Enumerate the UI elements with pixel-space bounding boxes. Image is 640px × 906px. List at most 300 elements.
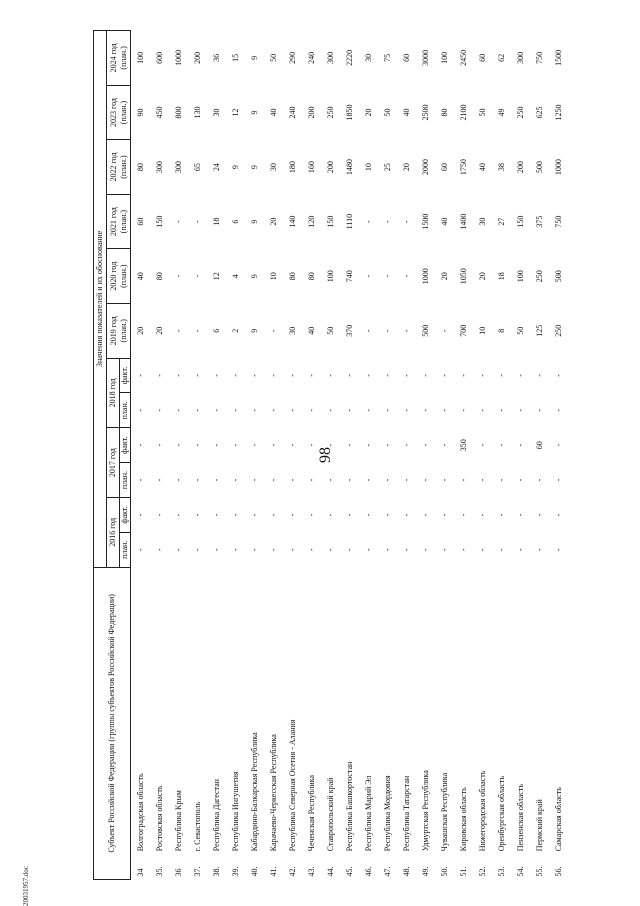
value-cell: - [459,548,468,552]
value-cell: - [193,408,202,412]
value-cell: 60 [478,53,487,62]
value-cell: - [535,513,544,517]
subject-name: Республика Крым [174,790,183,852]
value-cell: 20 [269,217,278,226]
value-cell: - [421,443,430,447]
value-cell: - [516,478,525,482]
value-cell: 2450 [459,49,468,66]
row-number: 44. [326,866,335,877]
table-row [549,31,568,880]
table-row [207,31,226,880]
value-cell: 40 [307,326,316,335]
value-cell: - [497,408,506,412]
value-cell: 625 [535,106,544,119]
indicators-table [93,30,568,880]
value-cell: 50 [516,326,525,335]
value-cell: 4 [231,274,240,279]
row-number: 55. [535,866,544,877]
value-cell: - [193,443,202,447]
value-cell: 240 [288,106,297,119]
value-cell: 18 [212,217,221,226]
subject-name: Республика Дагестан [212,779,221,852]
table-body [131,31,569,880]
value-cell: - [478,443,487,447]
year-header: 2022 год (план.) [107,140,131,195]
value-cell: - [402,513,411,517]
value-cell: 60 [136,217,145,226]
value-cell: 300 [155,161,164,174]
table-row [226,31,245,880]
value-cell: - [193,478,202,482]
value-cell: - [288,374,297,377]
value-cell: 2100 [459,104,468,121]
value-cell: - [516,513,525,517]
value-cell: - [345,443,354,447]
value-cell: - [440,443,449,447]
subject-name: Волгоградская область [136,773,145,852]
value-cell: 1000 [554,159,563,176]
value-cell: - [364,329,373,333]
value-cell: 250 [554,324,563,337]
value-cell: 250 [516,106,525,119]
value-cell: - [155,478,164,482]
subject-name: Самарская область [554,787,563,852]
value-cell: - [383,274,392,278]
value-cell: - [174,274,183,278]
row-number: 36 [174,868,183,877]
value-cell: 130 [193,106,202,119]
subject-name: Нижегородская область [478,770,487,852]
value-cell: - [478,374,487,377]
value-cell: - [554,478,563,482]
table-row [435,31,454,880]
value-cell: - [269,329,278,333]
value-cell: 1500 [421,213,430,230]
value-cell: 20 [478,272,487,281]
value-cell: - [345,374,354,377]
value-cell: - [383,443,392,447]
value-cell: - [288,443,297,447]
value-cell: 200 [193,51,202,64]
value-cell: - [364,220,373,223]
table-row [245,31,264,880]
row-number: 53. [497,866,506,877]
value-cell: - [193,374,202,377]
value-cell: 370 [345,324,354,337]
value-cell: - [402,408,411,412]
value-cell: - [459,374,468,377]
value-cell: 1000 [421,268,430,285]
value-cell: - [478,548,487,552]
value-cell: 200 [326,161,335,174]
value-cell: 150 [155,215,164,228]
value-cell: - [212,408,221,412]
row-number: 45. [345,866,354,877]
value-cell: - [193,329,202,333]
value-cell: - [307,513,316,517]
table-row [492,31,511,880]
value-cell: 60 [402,53,411,62]
value-cell: 65 [193,163,202,172]
rotated-table-container [93,30,573,880]
table-row [283,31,302,880]
value-cell: - [155,548,164,552]
value-cell: 6 [231,219,240,224]
value-cell: - [421,548,430,552]
value-cell: - [326,513,335,517]
row-number: 38. [212,866,221,877]
value-cell: - [136,513,145,517]
value-cell: - [364,408,373,412]
value-cell: - [402,220,411,223]
value-cell: - [307,443,316,447]
value-cell: 60 [440,163,449,172]
row-number: 50. [440,866,449,877]
value-cell: - [364,374,373,377]
value-cell: 6 [212,328,221,333]
value-cell: - [193,548,202,552]
row-number: 34 [136,868,145,877]
subject-name: Ростовская область [155,785,164,852]
fact-subheader: факт. [120,358,131,393]
value-cell: 1050 [459,268,468,285]
value-cell: 300 [326,51,335,64]
subject-name: Республика Мордовия [383,775,392,852]
table-row [416,31,435,880]
subject-name: Оренбургская область [497,775,506,852]
row-number: 39. [231,866,240,877]
table-row [340,31,359,880]
value-cell: 100 [516,270,525,283]
value-cell: - [383,408,392,412]
value-cell: - [516,443,525,447]
value-cell: - [440,513,449,517]
table-row [359,31,378,880]
value-cell: - [554,443,563,447]
subject-name: Республика Ингушетия [231,771,240,852]
value-cell: - [288,513,297,517]
value-cell: 27 [497,217,506,226]
value-cell: - [231,374,240,377]
table-row [454,31,473,880]
value-cell: 20 [364,108,373,117]
table-row [321,31,340,880]
value-cell: - [250,548,259,552]
value-cell: 20 [402,163,411,172]
value-cell: - [288,408,297,412]
row-number: 43. [307,866,316,877]
value-cell: 750 [535,51,544,64]
subject-name: Кабардино-Балкарская Республика [250,732,259,852]
year-header: 2020 год (план.) [107,249,131,304]
row-number: 42. [288,866,297,877]
value-cell: - [269,374,278,377]
value-cell: - [136,548,145,552]
value-cell: - [326,443,335,447]
value-cell: 30 [478,217,487,226]
value-cell: - [497,443,506,447]
value-cell: 1850 [345,104,354,121]
table-row [397,31,416,880]
value-cell: 80 [307,272,316,281]
value-cell: 80 [288,272,297,281]
value-cell: 49 [497,108,506,117]
value-cell: - [497,548,506,552]
value-cell: - [554,408,563,412]
value-cell: 80 [136,163,145,172]
row-number: 37. [193,866,202,877]
value-cell: 2 [231,328,240,333]
subject-name: Карачаево-Черкесская Республика [269,734,278,852]
value-cell: - [421,408,430,412]
table-row [511,31,530,880]
value-cell: - [174,443,183,447]
footer-filename: 20031957.doc [22,866,30,906]
value-cell: - [136,478,145,482]
value-cell: - [193,274,202,278]
value-cell: 10 [364,163,373,172]
year-header: 2018 год [107,358,120,428]
value-cell: - [269,443,278,447]
value-cell: 10 [478,326,487,335]
value-cell: 12 [231,108,240,117]
plan-subheader: план. [120,532,131,567]
subject-name: Удмуртская Республика [421,770,430,852]
value-cell: - [326,478,335,482]
value-cell: - [231,478,240,482]
value-cell: 15 [231,53,240,62]
value-cell: - [307,548,316,552]
value-cell: - [326,374,335,377]
value-cell: 750 [554,215,563,228]
year-header: 2021 год (план.) [107,194,131,249]
value-cell: 1250 [554,104,563,121]
subject-name: Чеченская Республика [307,775,316,852]
value-cell: - [307,408,316,412]
values-group-header: Значения показателей и их обоснование [94,31,107,568]
value-cell: - [345,478,354,482]
value-cell: - [155,408,164,412]
row-number: 48. [402,866,411,877]
value-cell: 150 [516,215,525,228]
year-header: 2016 год [107,497,120,567]
year-header: 2019 год (план.) [107,303,131,358]
value-cell: 100 [326,270,335,283]
value-cell: 500 [535,161,544,174]
value-cell: 180 [288,161,297,174]
value-cell: - [516,408,525,412]
value-cell: - [174,478,183,482]
value-cell: 40 [136,272,145,281]
value-cell: - [459,513,468,517]
value-cell: - [554,513,563,517]
table-row [150,31,169,880]
value-cell: - [250,374,259,377]
value-cell: - [250,478,259,482]
value-cell: - [535,374,544,377]
value-cell: 25 [383,163,392,172]
value-cell: - [402,329,411,333]
value-cell: 50 [478,108,487,117]
value-cell: 60 [535,441,544,450]
value-cell: - [231,408,240,412]
value-cell: 9 [250,55,259,60]
row-number: 52. [478,866,487,877]
value-cell: - [345,408,354,412]
value-cell: 1500 [554,49,563,66]
value-cell: 100 [440,51,449,64]
subject-name: Республика Башкортостан [345,761,354,852]
row-number: 54. [516,866,525,877]
value-cell: - [193,513,202,517]
year-header: 2024 год (план.) [107,31,131,86]
value-cell: - [402,478,411,482]
value-cell: - [383,548,392,552]
value-cell: 40 [402,108,411,117]
value-cell: 200 [516,161,525,174]
value-cell: - [307,374,316,377]
value-cell: 150 [326,215,335,228]
year-header: 2023 год (план.) [107,85,131,140]
plan-subheader: план. [120,393,131,428]
table-row [188,31,207,880]
value-cell: - [212,478,221,482]
value-cell: 740 [345,270,354,283]
value-cell: 450 [155,106,164,119]
value-cell: 140 [288,215,297,228]
value-cell: 300 [174,161,183,174]
value-cell: - [288,478,297,482]
value-cell: 62 [497,53,506,62]
value-cell: 350 [459,439,468,452]
value-cell: - [364,548,373,552]
value-cell: 250 [326,106,335,119]
value-cell: 40 [478,163,487,172]
value-cell: 3000 [421,49,430,66]
value-cell: 75 [383,53,392,62]
value-cell: - [383,329,392,333]
value-cell: - [174,374,183,377]
table-row [378,31,397,880]
value-cell: - [250,443,259,447]
value-cell: - [364,513,373,517]
value-cell: - [421,478,430,482]
value-cell: - [174,513,183,517]
value-cell: - [497,374,506,377]
value-cell: 800 [174,106,183,119]
row-number: 47. [383,866,392,877]
year-header: 2017 год [107,428,120,498]
subject-name: г. Севастополь [193,801,202,852]
value-cell: - [459,478,468,482]
value-cell: - [478,478,487,482]
value-cell: - [440,548,449,552]
value-cell: 125 [535,324,544,337]
value-cell: - [364,274,373,278]
value-cell: 240 [307,51,316,64]
value-cell: - [440,408,449,412]
value-cell: - [136,408,145,412]
value-cell: - [250,408,259,412]
value-cell: 1480 [345,159,354,176]
value-cell: - [136,374,145,377]
subject-name: Республика Татарстан [402,775,411,852]
value-cell: 50 [326,326,335,335]
value-cell: - [383,478,392,482]
subject-name: Пермский край [535,799,544,852]
subject-column-header: Субъект Российской Федерации (группы субъектов Российской Федерации) [94,567,131,879]
value-cell: - [459,408,468,412]
value-cell: - [535,408,544,412]
value-cell: - [554,374,563,377]
value-cell: - [554,548,563,552]
subject-name: Ставропольский край [326,777,335,852]
value-cell: - [497,513,506,517]
plan-subheader: план. [120,463,131,498]
value-cell: 500 [554,270,563,283]
value-cell: - [421,513,430,517]
value-cell: - [155,513,164,517]
subject-name: Пензенская область [516,783,525,852]
row-number: 49. [421,866,430,877]
value-cell: - [364,478,373,482]
value-cell: - [516,374,525,377]
value-cell: - [421,374,430,377]
value-cell: 50 [383,108,392,117]
value-cell: 300 [516,51,525,64]
table-row [169,31,188,880]
value-cell: 20 [155,326,164,335]
value-cell: 200 [307,106,316,119]
value-cell: 10 [269,272,278,281]
value-cell: - [535,478,544,482]
page-number: 98 [317,447,334,463]
value-cell: - [402,443,411,447]
value-cell: 500 [421,324,430,337]
value-cell: 24 [212,163,221,172]
value-cell: - [345,513,354,517]
value-cell: - [269,548,278,552]
value-cell: 700 [459,324,468,337]
value-cell: 9 [250,274,259,279]
value-cell: 600 [155,51,164,64]
value-cell: 12 [212,272,221,281]
value-cell: 30 [269,163,278,172]
value-cell: 2000 [421,159,430,176]
table-row [264,31,283,880]
value-cell: 30 [288,326,297,335]
value-cell: - [326,548,335,552]
value-cell: - [174,408,183,412]
value-cell: 18 [497,272,506,281]
value-cell: - [516,548,525,552]
table-header [94,31,131,880]
value-cell: 20 [440,272,449,281]
value-cell: - [269,478,278,482]
table-row [530,31,549,880]
value-cell: 1110 [345,213,354,230]
value-cell: - [383,513,392,517]
value-cell: - [383,374,392,377]
value-cell: 9 [250,219,259,224]
value-cell: - [402,374,411,377]
value-cell: - [174,329,183,333]
value-cell: 9 [250,165,259,170]
value-cell: 290 [288,51,297,64]
value-cell: - [402,274,411,278]
value-cell: - [497,478,506,482]
table-row [473,31,492,880]
